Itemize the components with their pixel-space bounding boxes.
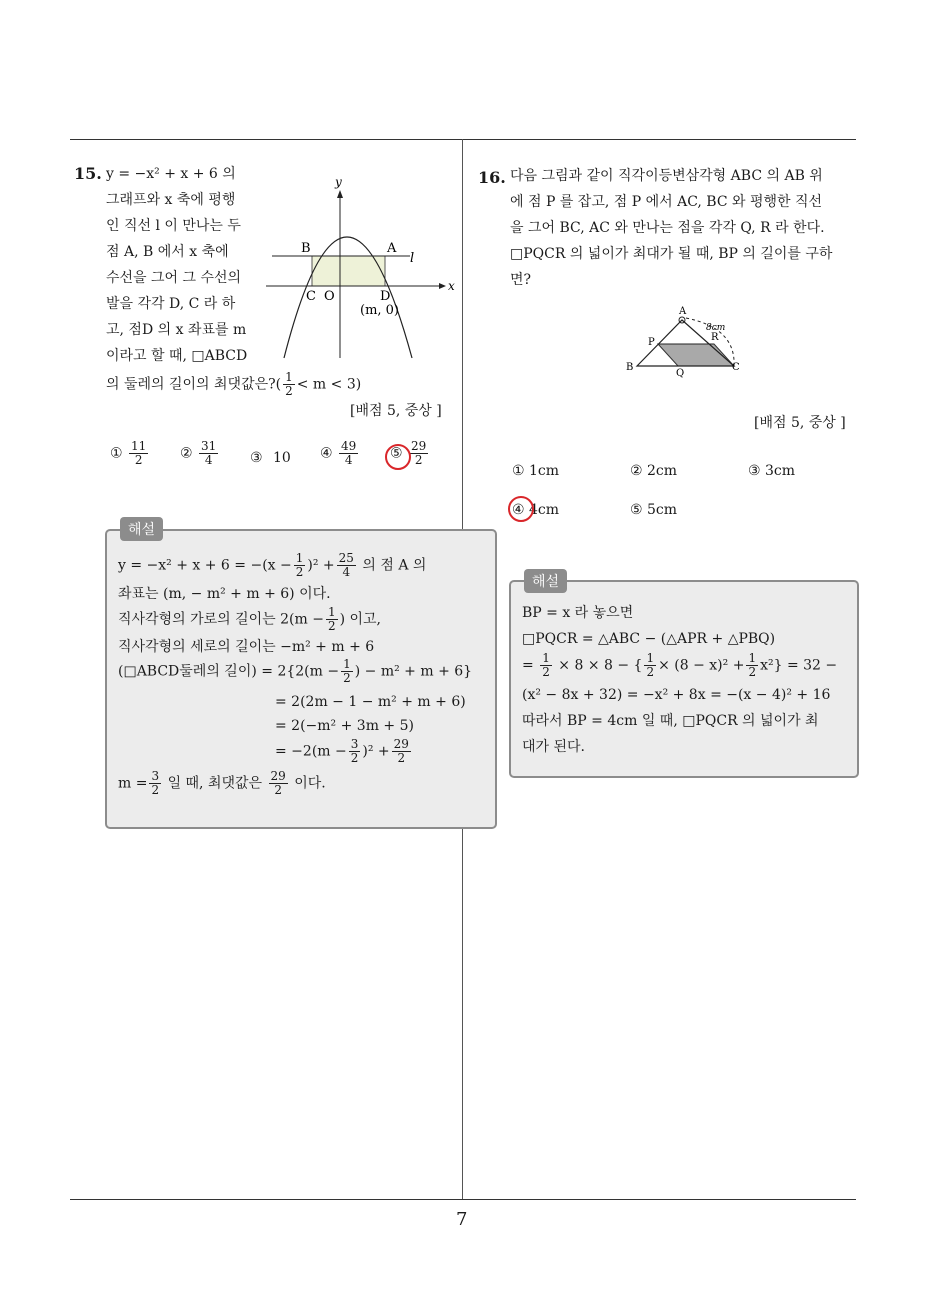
q15-sol-line-4: 직사각형의 세로의 길이는 −m² + m + 6 [118, 639, 375, 655]
q15-solution-tag: 해설 [120, 517, 163, 541]
q15-sol-line-3: 직사각형의 가로의 길이는 2(m − $\frac{1}{2}$ ) 이고, [118, 605, 382, 633]
q16-choice-1[interactable]: ① 1cm [512, 463, 560, 479]
q15-choice-3[interactable]: ③ 10 [250, 450, 291, 466]
q15-line-8: 이라고 할 때, □ABCD [106, 348, 248, 364]
q15-sol-line-9: m = $\frac{3}{2}$ 일 때, 최댓값은 $\frac{29}{2}$ 이다. [118, 769, 326, 797]
q16-sol-line-4: (x² − 8x + 32) = −x² + 8x = −(x − 4)² + 16 [522, 687, 831, 703]
q16-fig-Q: Q [676, 368, 685, 378]
q15-graph-y-label: y [335, 175, 342, 189]
q16-sol-line-1: BP = x 라 놓으면 [522, 605, 634, 621]
q16-sol-line-6: 대가 된다. [522, 739, 585, 755]
q15-graph-m0-label: (m, 0) [360, 303, 400, 318]
q15-line-9 [106, 371, 361, 398]
q15-sol-line-8: = −2(m − $\frac{3}{2}$ )² + $\frac{29}{2}$ [275, 737, 409, 765]
q15-line-3: 인 직선 l 이 만나는 두 [106, 218, 241, 234]
q16-fig-C: C [732, 362, 740, 373]
q15-graph-x-label: x [448, 279, 455, 293]
q15-last-suffix: < m < 3) [296, 376, 362, 393]
q16-answer-mark [508, 496, 534, 522]
q15-sol-line-7: = 2(−m² + 3m + 5) [275, 718, 414, 734]
q15-range-frac: $\frac{1}{2}$ [285, 370, 293, 398]
q16-choice-2[interactable]: ② 2cm [630, 463, 678, 479]
q15-choice-4[interactable]: ④ $\frac{49}{4}$ [320, 439, 357, 467]
q15-line-2: 그래프와 x 축에 평행 [106, 192, 236, 208]
top-rule [70, 139, 856, 140]
q15-parabola-graph [262, 172, 462, 362]
q15-sol-line-2: 좌표는 (m, − m² + m + 6) 이다. [118, 586, 331, 602]
q15-sol-line-5: (□ABCD둘레의 길이) = 2{2(m − $\frac{1}{2}$ ) − m² + m + 6} [118, 657, 473, 685]
q15-graph-A-label: A [387, 241, 397, 256]
q16-sol-line-5: 따라서 BP = 4cm 일 때, □PQCR 의 넓이가 최 [522, 713, 819, 729]
q16-line-5: 면? [510, 272, 532, 288]
q16-triangle-figure [620, 302, 750, 378]
q15-graph-B-label: B [301, 241, 311, 256]
q15-line-1: y = −x² + x + 6 의 [106, 166, 236, 182]
q16-score: [배점 5, 중상 ] [754, 415, 846, 431]
q15-graph-l-label: l [410, 251, 415, 266]
q15-number: 15. [74, 164, 102, 183]
q16-parallelogram-pqcr [658, 344, 734, 366]
q15-line-5: 수선을 그어 그 수선의 [106, 270, 242, 286]
q16-line-2: 에 점 P 를 잡고, 점 P 에서 AC, BC 와 평행한 직선 [510, 194, 823, 210]
q16-fig-P: P [648, 337, 655, 348]
q15-line-7: 고, 점D 의 x 좌표를 m [106, 322, 247, 338]
bottom-rule [70, 1199, 856, 1200]
q16-choice-4[interactable]: ④ 4cm [512, 502, 560, 518]
q16-fig-B: B [626, 362, 634, 373]
q15-line-6: 발을 각각 D, C 라 하 [106, 296, 236, 312]
q16-number: 16. [478, 168, 506, 187]
q16-fig-A: A [679, 306, 687, 317]
q16-fig-length: 8cm [706, 323, 726, 333]
q16-choice-5[interactable]: ⑤ 5cm [630, 502, 678, 518]
q16-line-4: □PQCR 의 넓이가 최대가 될 때, BP 의 길이를 구하 [510, 246, 833, 262]
q15-answer-mark [385, 444, 411, 470]
q16-sol-line-2: □PQCR = △ABC − (△APR + △PBQ) [522, 631, 776, 647]
q16-line-1: 다음 그림과 같이 직각이등변삼각형 ABC 의 AB 위 [510, 168, 823, 184]
q15-choice-1[interactable]: ① $\frac{11}{2}$ [110, 439, 147, 467]
q15-line-4: 점 A, B 에서 x 축에 [106, 244, 229, 260]
q15-rectangle-abcd [312, 256, 385, 286]
q16-sol-line-3: = $\frac{1}{2}$ × 8 × 8 − { $\frac{1}{2}$ × (8 − x)² + $\frac{1}{2}$ x²} = 32 − [522, 651, 838, 679]
q15-graph-D-label: D [380, 289, 391, 304]
q16-solution-tag: 해설 [524, 569, 567, 593]
q15-graph-O-label: O [324, 289, 335, 304]
q16-line-3: 을 그어 BC, AC 와 만나는 점을 각각 Q, R 라 한다. [510, 220, 825, 236]
q16-fig-R: R [711, 332, 719, 343]
q15-choice-5[interactable]: ⑤ $\frac{29}{2}$ [390, 439, 427, 467]
q15-last-prefix: 의 둘레의 길이의 최댓값은?( [106, 376, 282, 393]
q15-graph-C-label: C [306, 289, 316, 304]
q16-choice-3[interactable]: ③ 3cm [748, 463, 796, 479]
q15-sol-line-1: y = −x² + x + 6 = −(x − $\frac{1}{2}$ )² + $\frac{25}{4}$ 의 점 A 의 [118, 551, 427, 579]
q15-choice-2[interactable]: ② $\frac{31}{4}$ [180, 439, 217, 467]
q15-sol-line-6: = 2(2m − 1 − m² + m + 6) [275, 694, 466, 710]
q15-score: [배점 5, 중상 ] [350, 403, 442, 419]
page-number: 7 [456, 1209, 468, 1230]
